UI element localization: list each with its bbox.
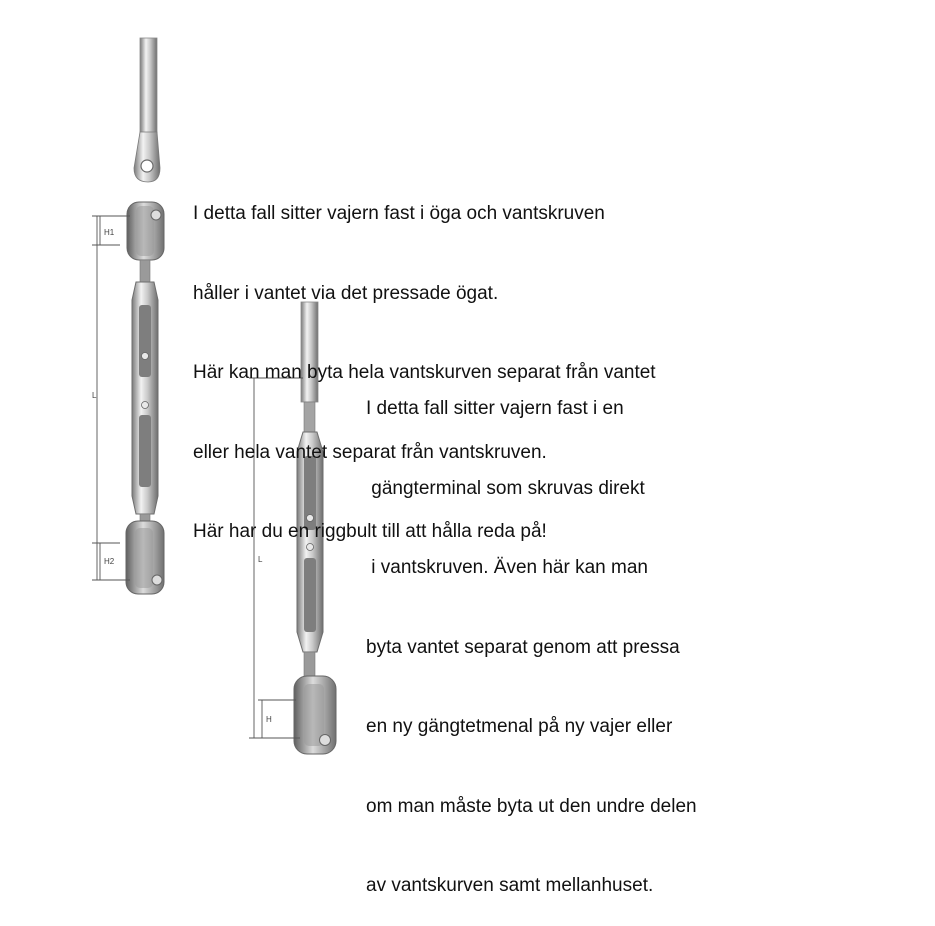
text-line: Här har du en riggbult till att hålla reda på! <box>193 521 547 542</box>
text-line: byta vantet separat genom att pressa <box>366 636 680 658</box>
text-line: eller hela vantet separat från vantskruven. <box>193 441 547 463</box>
dimension-label-l1: L <box>92 391 97 400</box>
dimension-label-h: H <box>266 715 272 724</box>
text-line: av vantskurven samt mellanhuset. <box>366 875 654 896</box>
dimension-label-h1: H1 <box>104 228 115 237</box>
description-threaded-terminal <box>366 343 697 926</box>
text-line: håller i vantet via det pressade ögat. <box>193 282 499 304</box>
text-line: I detta fall sitter vajern fast i en <box>366 398 624 419</box>
text-line: om man måste byta ut den undre delen <box>366 795 697 817</box>
eye-terminal <box>134 38 160 182</box>
dimension-lines-1 <box>92 216 130 580</box>
text-line: I detta fall sitter vajern fast i öga och vantskruven <box>193 203 605 224</box>
text-line: i vantskruven. Även här kan man <box>366 557 648 578</box>
text-line: gängterminal som skruvas direkt <box>366 477 645 499</box>
text-line: Här kan man byta hela vantskurven separat från vantet <box>193 362 656 383</box>
dimension-label-h2: H2 <box>104 557 115 566</box>
text-line: en ny gängtetmenal på ny vajer eller <box>366 716 673 737</box>
turnbuckle-with-forks <box>126 202 164 594</box>
dimension-label-l2: L <box>258 555 263 564</box>
